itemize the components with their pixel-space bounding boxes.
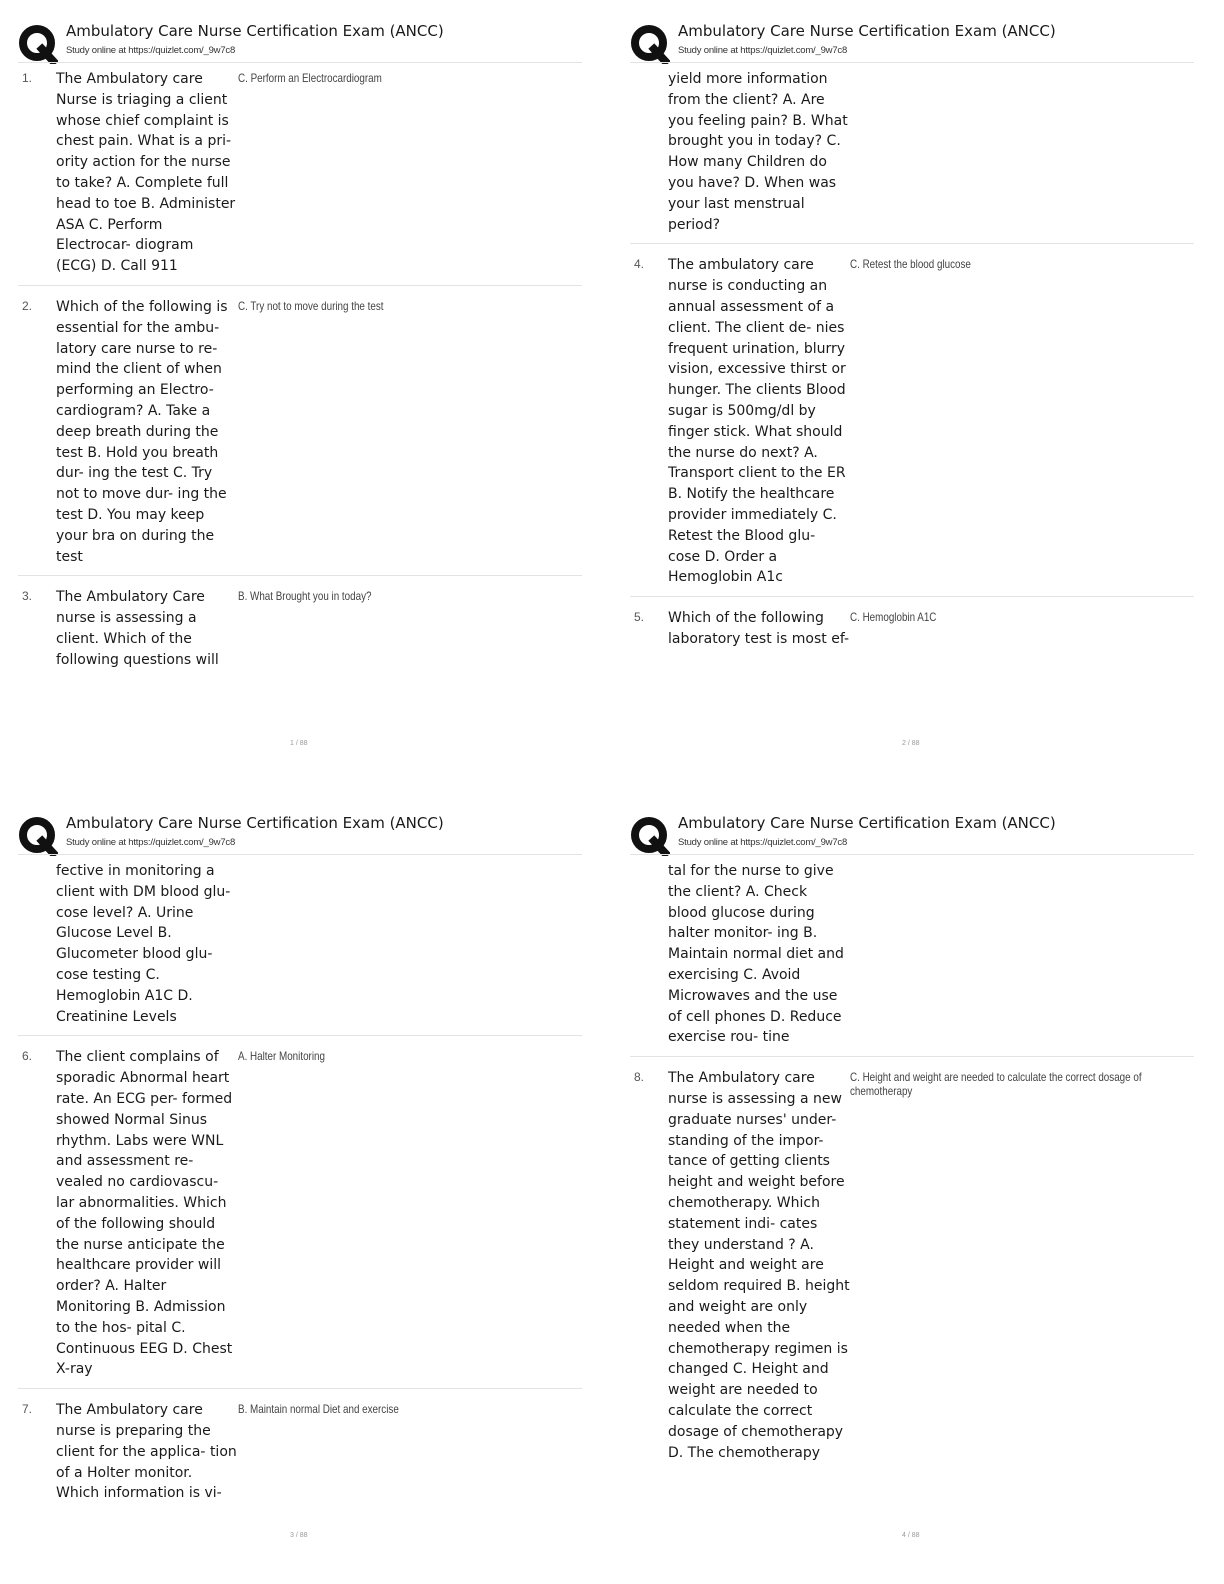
question-text: fective in monitoring a client with DM blood glu- cose level? A. Urine Glucose Level B. Glucometer blood glu- cose testing C. Hemoglobin A1C D. Creatinine Levels: [56, 863, 231, 1025]
page-header: [630, 20, 1190, 64]
question-answer: C. Perform an Electrocardiogram: [238, 71, 382, 85]
question-block: [18, 583, 582, 678]
question-answer: B. Maintain normal Diet and exercise: [238, 1402, 399, 1417]
question-number: 2.: [22, 298, 33, 313]
question-answer: A. Halter Monitoring: [238, 1049, 325, 1064]
question-block: [630, 1064, 1194, 1471]
doc-subtitle: Study online at https://quizlet.com/_9w7c8: [66, 45, 236, 56]
question-block: [630, 251, 1194, 597]
header-divider: [630, 62, 1194, 63]
question-number: 8.: [634, 1070, 645, 1085]
question-text: tal for the nurse to give the client? A. Check blood glucose during halter monitor- ing B. Maintain normal diet and exercising C. Avoid Microwaves and the use of cell phones D. Reduce exercise rou- tine: [668, 863, 844, 1046]
question-text: The client complains of sporadic Abnormal heart rate. An ECG per- formed showed Normal Sinus rhythm. Labs were WNL and assessment re- vealed no cardiovascu- lar abnormalities. Which of the following should the nurse anticipate the healthcare provider will order? A. Halter Monitoring B. Admission to the hos- pital C. Continuous EEG D. Chest X-ray: [56, 1049, 233, 1378]
question-answer: C. Height and weight are needed to calculate the correct dosage of chemotherapy: [850, 1070, 1142, 1099]
question-number: 1.: [22, 71, 33, 85]
question-text: The Ambulatory care Nurse is triaging a client whose chief complaint is chest pain. What is a pri- ority action for the nurse to take? A. Complete full head to toe B. Administer ASA C. Perform Electrocar- diogram (ECG) D. Call 911: [56, 71, 236, 275]
question-text: Which of the following laboratory test is most ef-: [668, 610, 850, 647]
quizlet-logo-icon: [18, 24, 58, 64]
page-header: [18, 20, 578, 64]
question-number: 3.: [22, 589, 33, 604]
page-3: [0, 792, 612, 1584]
question-block: [630, 604, 1194, 658]
question-block: [18, 1043, 582, 1389]
page-header: [18, 812, 578, 856]
doc-title: Ambulatory Care Nurse Certification Exam (ANCC): [66, 814, 444, 832]
question-answer: C. Hemoglobin A1C: [850, 610, 937, 625]
doc-subtitle: Study online at https://quizlet.com/_9w7c8: [66, 837, 236, 848]
question-number: 5.: [634, 610, 645, 625]
question-text: yield more information from the client? A. Are you feeling pain? B. What brought you in today? C. How many Children do you have? D. When was your last menstrual period?: [668, 71, 848, 233]
question-answer: C. Try not to move during the test: [238, 298, 384, 313]
question-number: 4.: [634, 257, 645, 272]
question-answer: B. What Brought you in today?: [238, 589, 372, 604]
quizlet-logo-icon: [630, 24, 670, 64]
question-list: [18, 857, 582, 1512]
doc-title: Ambulatory Care Nurse Certification Exam (ANCC): [66, 22, 444, 40]
question-block: [18, 857, 582, 1036]
header-divider: [18, 62, 582, 63]
question-block: [630, 857, 1194, 1057]
page-header: [630, 812, 1190, 856]
question-number: 7.: [22, 1402, 33, 1417]
quizlet-logo-icon: [18, 816, 58, 856]
question-list: [18, 65, 582, 679]
quizlet-logo-icon: [630, 816, 670, 856]
page-2: [612, 0, 1224, 792]
question-list: [630, 857, 1194, 1471]
question-text: The Ambulatory care nurse is assessing a new graduate nurses' under- standing of the impor- tance of getting clients height and weight before chemotherapy. Which statement indi- cates they understand ? A. Height and weight are seldom required B. height and weight are only needed when the chemotherapy regimen is changed C. Height and weight are needed to calculate the correct dosage of chemotherapy D. The chemotherapy: [668, 1070, 850, 1461]
page-1: [0, 0, 612, 792]
question-block: [18, 293, 582, 576]
question-number: 6.: [22, 1049, 33, 1064]
header-divider: [630, 854, 1194, 855]
doc-subtitle: Study online at https://quizlet.com/_9w7c8: [678, 45, 848, 56]
page-4: [612, 792, 1224, 1584]
question-text: The Ambulatory care nurse is preparing the client for the applica- tion of a Holter monitor. Which information is vi-: [56, 1402, 237, 1502]
page-number: 1 / 88: [290, 740, 308, 747]
question-list: [630, 65, 1194, 658]
question-text: Which of the following is essential for the ambu- latory care nurse to re- mind the client of when performing an Electro- cardiogram? A. Take a deep breath during the test B. Hold you breath dur- ing the test C. Try not to move dur- ing the test D. You may keep your bra on during the test: [56, 298, 228, 565]
question-text: The ambulatory care nurse is conducting an annual assessment of a client. The client de- nies frequent urination, blurry vision, excessive thirst or hunger. The clients Blood sugar is 500mg/dl by finger stick. What should the nurse do next? A. Transport client to the ER B. Notify the healthcare provider immediately C. Retest the Blood glu- cose D. Order a Hemoglobin A1c: [668, 257, 846, 586]
doc-title: Ambulatory Care Nurse Certification Exam (ANCC): [678, 22, 1056, 40]
doc-subtitle: Study online at https://quizlet.com/_9w7c8: [678, 837, 848, 848]
doc-title: Ambulatory Care Nurse Certification Exam (ANCC): [678, 814, 1056, 832]
question-block: [18, 65, 582, 286]
question-answer: C. Retest the blood glucose: [850, 257, 971, 272]
question-text: The Ambulatory Care nurse is assessing a client. Which of the following questions will: [56, 589, 219, 668]
question-block: [630, 65, 1194, 244]
header-divider: [18, 854, 582, 855]
question-block: [18, 1396, 582, 1512]
page-number: 4 / 88: [902, 1532, 920, 1539]
page-number: 3 / 88: [290, 1532, 308, 1539]
page-number: 2 / 88: [902, 740, 920, 747]
